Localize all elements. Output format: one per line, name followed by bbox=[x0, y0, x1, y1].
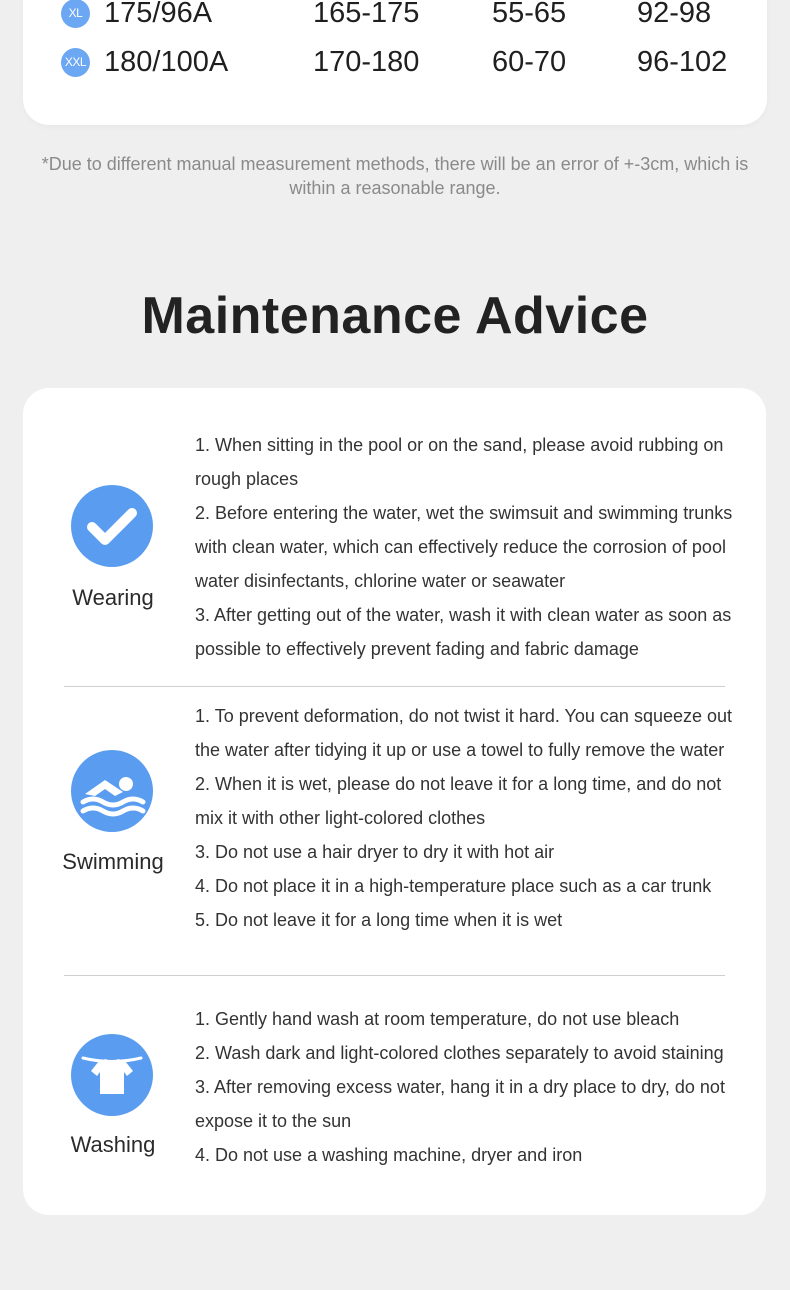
advice-list bbox=[195, 1002, 745, 1172]
bust-range: 92-98 bbox=[637, 0, 712, 29]
maintenance-card bbox=[23, 388, 766, 1215]
size-row bbox=[23, 0, 767, 33]
advice-item: 4. Do not use a washing machine, dryer and iron bbox=[195, 1145, 583, 1165]
size-table-card bbox=[23, 0, 767, 125]
advice-item: 2. When it is wet, please do not leave it for a long time, and do not mix it with other light-colored clothes bbox=[195, 774, 722, 828]
shirt-on-line-icon bbox=[71, 1034, 153, 1116]
advice-list bbox=[195, 428, 745, 666]
advice-item: 3. After removing excess water, hang it in a dry place to dry, do not expose it to the sun bbox=[195, 1077, 725, 1131]
size-label: 175/96A bbox=[104, 0, 213, 29]
section-label: Swimming bbox=[62, 849, 164, 874]
section-label: Wearing bbox=[72, 585, 154, 610]
weight-range: 60-70 bbox=[492, 46, 567, 78]
section-wearing bbox=[23, 428, 766, 686]
section-washing bbox=[23, 1005, 766, 1195]
size-badge: XXL bbox=[61, 48, 90, 77]
section-label: Washing bbox=[70, 1132, 156, 1157]
advice-item: 1. To prevent deformation, do not twist it hard. You can squeeze out the water after tidying it up or use a towel to fully remove the water bbox=[195, 706, 733, 760]
height-range: 170-180 bbox=[313, 46, 420, 78]
measurement-note: *Due to different manual measurement methods, there will be an error of +-3cm, which is within a reasonable range. bbox=[41, 154, 749, 198]
divider bbox=[64, 975, 725, 976]
size-label: 180/100A bbox=[104, 46, 229, 78]
advice-item: 1. When sitting in the pool or on the sand, please avoid rubbing on rough places bbox=[195, 435, 724, 489]
weight-range: 55-65 bbox=[492, 0, 567, 29]
advice-item: 3. After getting out of the water, wash it with clean water as soon as possible to effectively prevent fading and fabric damage bbox=[195, 605, 732, 659]
divider bbox=[64, 686, 725, 687]
checkmark-icon bbox=[71, 485, 153, 567]
swimmer-icon bbox=[71, 750, 153, 832]
advice-item: 2. Before entering the water, wet the swimsuit and swimming trunks with clean water, which can effectively reduce the corrosion of pool water disinfectants, chlorine water or seawater bbox=[195, 503, 733, 591]
height-range: 165-175 bbox=[313, 0, 420, 29]
advice-list bbox=[195, 699, 745, 937]
advice-item: 1. Gently hand wash at room temperature, do not use bleach bbox=[195, 1009, 680, 1029]
advice-item: 2. Wash dark and light-colored clothes separately to avoid staining bbox=[195, 1043, 724, 1063]
size-row bbox=[23, 42, 767, 82]
size-badge: XL bbox=[61, 0, 90, 28]
advice-item: 3. Do not use a hair dryer to dry it with hot air bbox=[195, 842, 555, 862]
advice-item: 4. Do not place it in a high-temperature place such as a car trunk bbox=[195, 876, 712, 896]
section-swimming bbox=[23, 706, 766, 974]
section-title: Maintenance Advice bbox=[141, 287, 649, 345]
bust-range: 96-102 bbox=[637, 46, 728, 78]
advice-item: 5. Do not leave it for a long time when it is wet bbox=[195, 910, 563, 930]
